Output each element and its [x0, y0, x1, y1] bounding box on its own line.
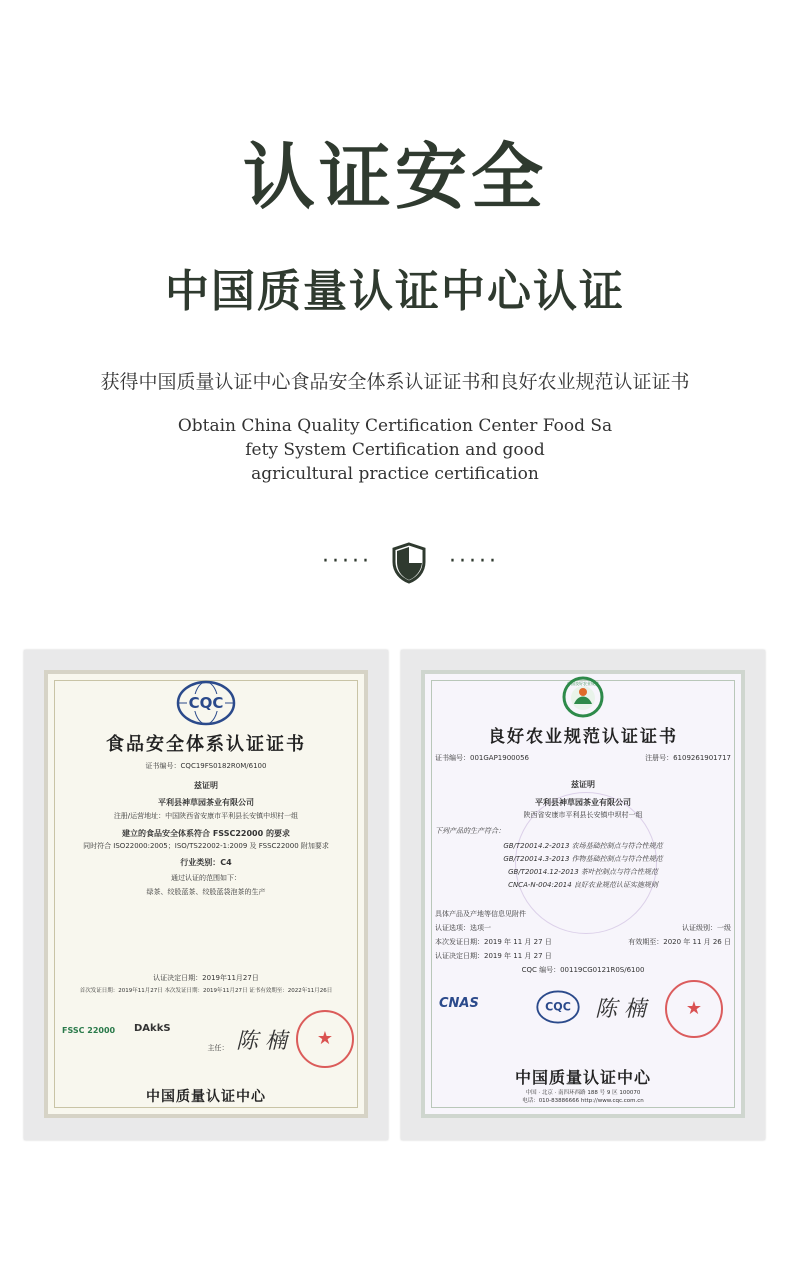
certificate-options [435, 924, 731, 933]
certificate-food-safety[interactable] [24, 650, 388, 1140]
issuer-contact: 电话：010-83886666 http://www.cqc.com.cn [522, 1098, 644, 1104]
certificate-number: 证书编号：CQC19FS0182R0M/6100 [145, 762, 267, 770]
certificate-dates [435, 938, 731, 947]
cqc-logo-text: CQC [188, 694, 224, 712]
certificate-title: 食品安全体系认证证书 [106, 734, 306, 755]
cqc-number: CQC 编号：00119CG0121R0S/6100 [521, 966, 645, 974]
page-subtitle: 中国质量认证中心认证 [165, 266, 625, 317]
certificate-standard-detail: 同时符合 ISO22000:2005；ISO/TS22002-1:2009 及 FSSC22000 附加要求 [83, 842, 329, 850]
divider-dots-left: ····· [322, 549, 372, 574]
certification-option: 认证选项：选项一 [435, 924, 491, 932]
signature: 陈 楠 [595, 997, 646, 1022]
page-title: 认证安全 [242, 134, 547, 219]
detail-note: 具体产品及产地等信息见附件 [435, 910, 526, 918]
standard-item: GB/T20014.12-2013 茶叶控制点与符合性规范 [508, 868, 658, 876]
decision-date: 认证决定日期：2019 年 11 月 27 日 [435, 952, 552, 960]
description-en-line: fety System Certification and good [245, 440, 545, 460]
certificate-issuer: 中国质量认证中心 [514, 1068, 651, 1087]
valid-until: 有效期至：2020 年 11 月 26 日 [628, 938, 731, 946]
signature: 陈 楠 [236, 1029, 287, 1054]
certificate-scope-title: 通过认证的范围如下： [171, 874, 241, 882]
description-en [170, 414, 620, 486]
shield-icon [391, 542, 427, 584]
standard-item: CNCA-N-004:2014 良好农业规范认证实施规则 [508, 881, 658, 889]
description-cn: 获得中国质量认证中心食品安全体系认证证书和良好农业规范认证证书 [100, 371, 690, 393]
certificate-issue-dates: 首次发证日期：2019年11月27日 本次发证日期：2019年11月27日 证书有效期至：2022年11月26日 [79, 988, 333, 994]
certificate-numbers [435, 754, 731, 763]
certificate-address: 陕西省安康市平利县长安镇中坝村一组 [523, 811, 643, 819]
certificate-scope: 绿茶、绞股蓝茶、绞股蓝袋泡茶的生产 [146, 888, 266, 896]
certificate-statement: 兹证明 [571, 780, 595, 789]
certificate-decision-date: 认证决定日期：2019年11月27日 [153, 974, 259, 982]
signature-label: 主任： [207, 1044, 229, 1052]
cqc-logo-icon [535, 990, 581, 1024]
certificate-paper [421, 670, 745, 1118]
official-stamp-icon [665, 980, 723, 1038]
official-stamp-icon [296, 1010, 354, 1068]
certificate-gap[interactable] [401, 650, 765, 1140]
standard-item: GB/T20014.2-2013 农场基础控制点与符合性规范 [503, 842, 663, 850]
gap-logo-icon [562, 676, 604, 718]
description-en-line: agricultural practice certification [251, 464, 539, 484]
certification-level: 认证级别：一级 [682, 924, 731, 932]
cnas-logo: CNAS [439, 996, 479, 1011]
certificate-company: 平利县神草园茶业有限公司 [158, 798, 254, 807]
registration-number: 注册号：6109261901717 [645, 754, 731, 762]
certificate-company: 平利县神草园茶业有限公司 [535, 798, 631, 807]
section-divider [0, 540, 790, 588]
certificate-statement: 兹证明 [194, 781, 218, 790]
cqc-logo-icon [176, 680, 236, 726]
cqc-logo-text: CQC [545, 1000, 571, 1014]
gap-logo-text: 中国良好农业规范 [567, 681, 599, 686]
description-en-line: Obtain China Quality Certification Center Food Sa [177, 416, 613, 436]
issuer-address: 中国 · 北京 · 南四环西路 188 号 9 区 100070 [525, 1090, 641, 1096]
issue-date: 本次发证日期：2019 年 11 月 27 日 [435, 938, 552, 946]
standard-item: GB/T20014.3-2013 作物基础控制点与符合性规范 [503, 855, 663, 863]
dakks-logo: DAkkS [134, 1023, 171, 1034]
certificate-title: 良好农业规范认证证书 [488, 727, 678, 747]
divider-dots-right: ····· [449, 549, 499, 574]
certificate-standard: 建立的食品安全体系符合 FSSC22000 的要求 [122, 829, 290, 838]
fssc-logo: FSSC 22000 [62, 1026, 116, 1035]
certificate-paper [44, 670, 368, 1118]
certificate-address: 注册/运营地址：中国陕西省安康市平利县长安镇中坝村一组 [113, 812, 299, 820]
certificate-number: 证书编号：001GAP1900056 [435, 754, 529, 762]
certificate-issuer: 中国质量认证中心 [146, 1089, 266, 1105]
products-title: 下列产品的生产符合： [435, 827, 505, 835]
certificate-category: 行业类别：C4 [180, 858, 232, 867]
